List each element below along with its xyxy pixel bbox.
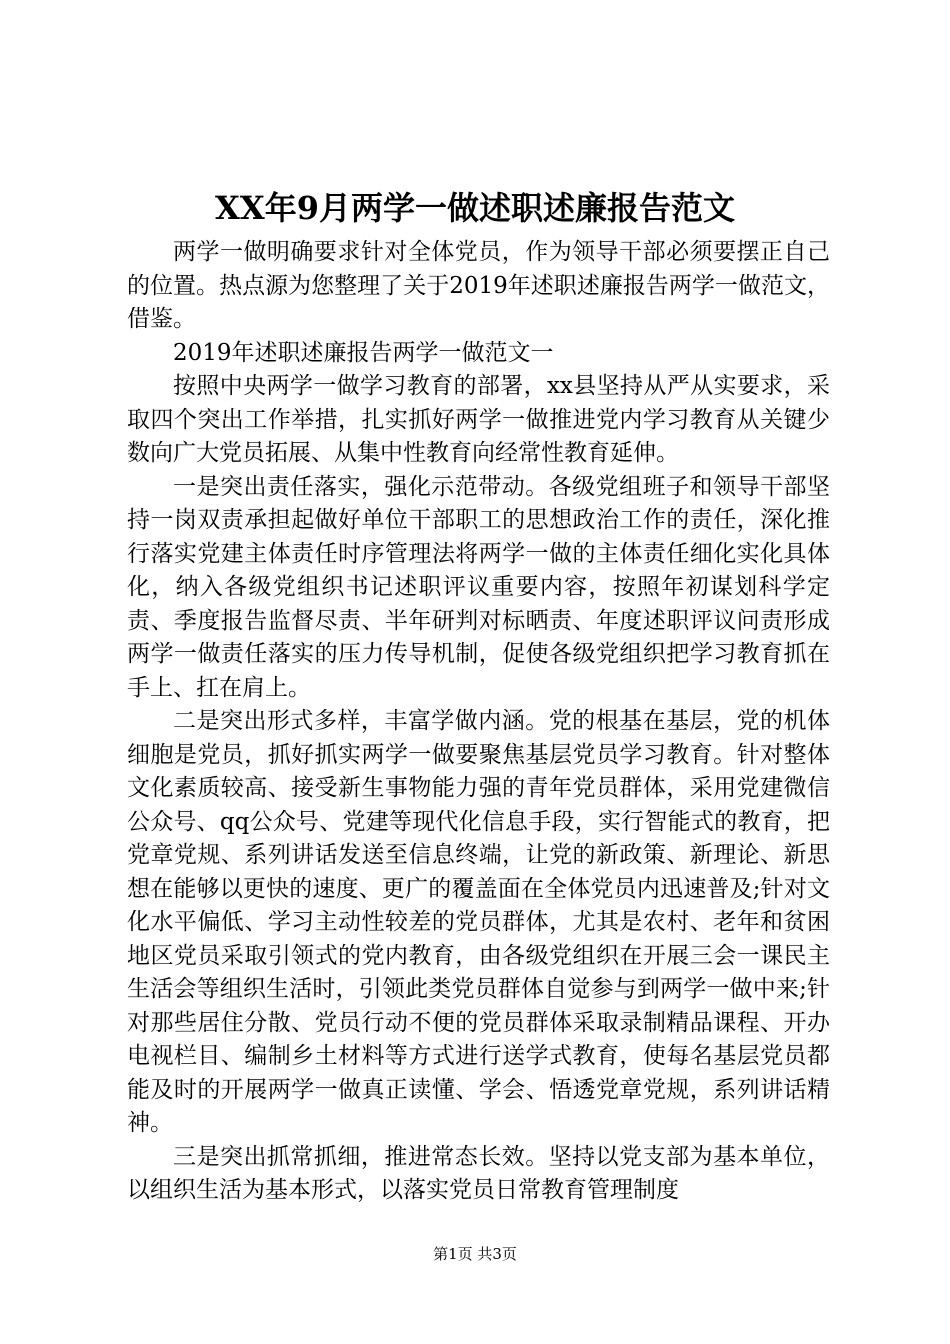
document-body (127, 236, 830, 1208)
paragraph-point-two: 二是突出形式多样，丰富学做内涵。党的根基在基层，党的机体细胞是党员，抓好抓实两学一做要聚焦基层党员学习教育。针对整体文化素质较高、接受新生事物能力强的青年党员群体，采用党建微信公众号、qq公众号、党建等现代化信息手段，实行智能式的教育，把党章党规、系列讲话发送至信息终端，让党的新政策、新理论、新思想在能够以更快的速度、更广的覆盖面在全体党员内迅速普及;针对文化水平偏低、学习主动性较差的党员群体，尤其是农村、老年和贫困地区党员采取引领式的党内教育，由各级党组织在开展三会一课民主生活会等组织生活时，引领此类党员群体自觉参与到两学一做中来;针对那些居住分散、党员行动不便的党员群体采取录制精品课程、开办电视栏目、编制乡土材料等方式进行送学式教育，使每名基层党员都能及时的开展两学一做真正读懂、学会、悟透党章党规，系列讲话精神。 (127, 708, 830, 1136)
page-footer: 第1页 共3页 (433, 1245, 517, 1263)
paragraph-overview: 按照中央两学一做学习教育的部署，xx县坚持从严从实要求，采取四个突出工作举措，扎实抓好两学一做推进党内学习教育从关键少数向广大党员拓展、从集中性教育向经常性教育延伸。 (127, 373, 830, 466)
document-title: XX年9月两学一做述职述廉报告范文 (215, 189, 735, 227)
paragraph-point-three: 三是突出抓常抓细，推进常态长效。坚持以党支部为基本单位，以组织生活为基本形式，以落实党员日常教育管理制度 (127, 1143, 830, 1203)
paragraph-point-one: 一是突出责任落实，强化示范带动。各级党组班子和领导干部坚持一岗双责承担起做好单位干部职工的思想政治工作的责任，深化推行落实党建主体责任时序管理法将两学一做的主体责任细化实化具体化，纳入各级党组织书记述职评议重要内容，按照年初谋划科学定责、季度报告监督尽责、半年研判对标晒责、年度述职评议问责形成两学一做责任落实的压力传导机制，促使各级党组织把学习教育抓在手上、扛在肩上。 (127, 473, 830, 701)
section-heading: 2019年述职述廉报告两学一做范文一 (173, 339, 554, 366)
paragraph-intro: 两学一做明确要求针对全体党员，作为领导干部必须要摆正自己的位置。热点源为您整理了关于2019年述职述廉报告两学一做范文，借鉴。 (127, 239, 830, 332)
